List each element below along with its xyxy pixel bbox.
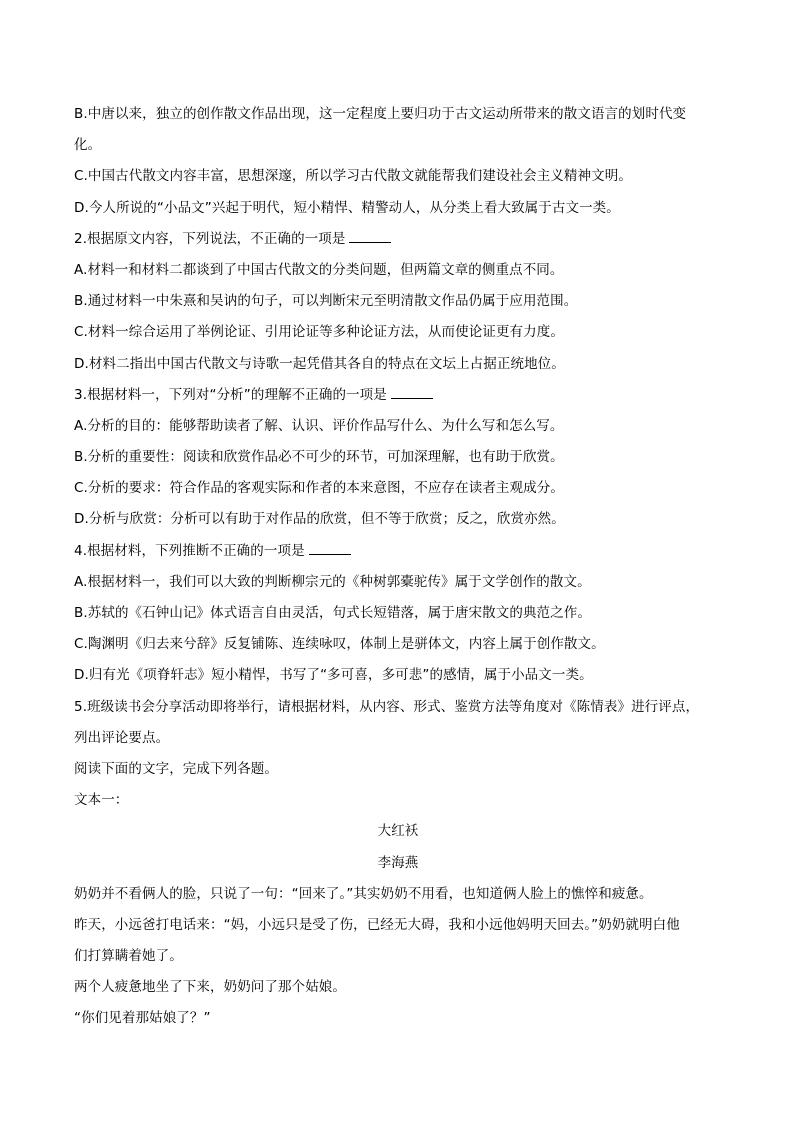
option-4a: A.根据材料一，我们可以大致的判断柳宗元的《种树郭橐驼传》属于文学创作的散文。	[74, 573, 591, 590]
option-1d: D.今人所说的“小品文”兴起于明代，短小精悍、精警动人，从分类上看大致属于古文一类。	[74, 199, 620, 216]
question-4	[74, 536, 722, 567]
story-author: 李海燕	[377, 854, 419, 871]
option-1b-line-2: 化。	[74, 137, 102, 154]
question-4-text: 4.根据材料，下列推断不正确的一项是	[74, 542, 305, 559]
question-2	[74, 224, 722, 255]
question-2-text: 2.根据原文内容，下列说法，不正确的一项是	[74, 230, 346, 247]
option-3b: B.分析的重要性：阅读和欣赏作品必不可少的环节，可加深理解，也有助于欣赏。	[74, 449, 564, 466]
answer-blank	[309, 540, 351, 555]
paragraph-2-line-2: 们打算瞒着她了。	[74, 948, 183, 965]
option-2a: A.材料一和材料二都谈到了中国古代散文的分类问题，但两篇文章的侧重点不同。	[74, 261, 564, 278]
option-2d: D.材料二指出中国古代散文与诗歌一起凭借其各自的特点在文坛上占据正统地位。	[74, 355, 565, 372]
question-3	[74, 380, 722, 411]
option-3c: C.分析的要求：符合作品的客观实际和作者的本来意图，不应存在读者主观成分。	[74, 480, 564, 497]
option-3a: A.分析的目的：能够帮助读者了解、认识、评价作品写什么、为什么写和怎么写。	[74, 417, 564, 434]
paragraph-4: “你们见着那姑娘了？”	[74, 1010, 211, 1027]
question-5-line-2: 列出评论要点。	[74, 729, 170, 746]
question-3-text: 3.根据材料一，下列对“分析”的理解不正确的一项是	[74, 386, 387, 403]
option-2b: B.通过材料一中朱熹和吴讷的句子，可以判断宋元至明清散文作品仍属于应用范围。	[74, 293, 578, 310]
option-2c: C.材料一综合运用了举例论证、引用论证等多种论证方法，从而使论证更有力度。	[74, 324, 564, 341]
option-3d: D.分析与欣赏：分析可以有助于对作品的欣赏，但不等于欣赏；反之，欣赏亦然。	[74, 511, 565, 528]
option-4c: C.陶渊明《归去来兮辞》反复铺陈、连续咏叹，体制上是骈体文，内容上属于创作散文。	[74, 636, 605, 653]
paragraph-3: 两个人疲惫地坐了下来，奶奶问了那个姑娘。	[74, 979, 346, 996]
answer-blank	[391, 384, 433, 399]
text-one-label: 文本一：	[74, 792, 129, 809]
story-title: 大红袄	[377, 823, 419, 840]
paragraph-1: 奶奶并不看俩人的脸，只说了一句：“回来了。”其实奶奶不用看，也知道俩人脸上的憔悴和疲惫。	[74, 885, 653, 902]
option-4d: D.归有光《项脊轩志》短小精悍，书写了“多可喜，多可悲”的感情，属于小品文一类。	[74, 667, 593, 684]
paragraph-2-line-1: 昨天，小远爸打电话来：“妈，小远只是受了伤，已经无大碍，我和小远他妈明天回去。”奶奶就明白他	[74, 916, 680, 933]
question-5-line-1: 5.班级读书会分享活动即将举行，请根据材料，从内容、形式、鉴赏方法等角度对《陈情表》进行评点，	[74, 698, 700, 715]
answer-blank	[349, 228, 391, 243]
option-1b-line-1: B.中唐以来，独立的创作散文作品出现，这一定程度上要归功于古文运动所带来的散文语言的划时代变	[74, 106, 687, 122]
reading-instruction: 阅读下面的文字，完成下列各题。	[74, 760, 278, 777]
document-body	[74, 99, 722, 1035]
option-4b: B.苏轼的《石钟山记》体式语言自由灵活，句式长短错落，属于唐宋散文的典范之作。	[74, 605, 591, 621]
option-1c: C.中国古代散文内容丰富，思想深邃，所以学习古代散文就能帮我们建设社会主义精神文明。	[74, 168, 632, 185]
